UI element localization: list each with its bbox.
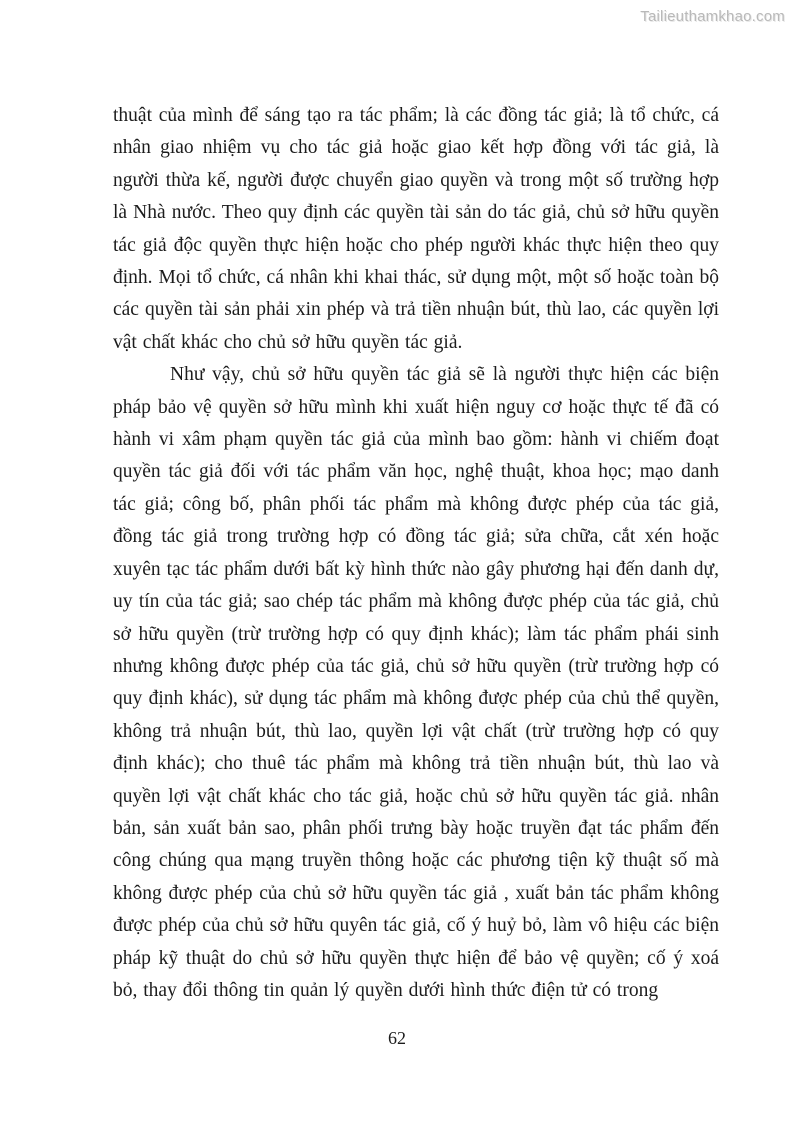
body-paragraph: thuật của mình để sáng tạo ra tác phẩm; là các đồng tác giả; là tổ chức, cá nhân giao nhiệm vụ cho tác giả hoặc giao kết hợp đồng với tác giả, là người thừa kế, người được chuyển giao quyền và trong một số trường hợp là Nhà nước. Theo quy định các quyền tài sản do tác giả, chủ sở hữu quyền tác giả độc quyền thực hiện hoặc cho phép người khác thực hiện theo quy định. Mọi tổ chức, cá nhân khi khai thác, sử dụng một, một số hoặc toàn bộ các quyền tài sản phải xin phép và trả tiền nhuận bút, thù lao, các quyền lợi vật chất khác cho chủ sở hữu quyền tác giả. [113,105,719,353]
body-paragraph: Như vậy, chủ sở hữu quyền tác giả sẽ là người thực hiện các biện pháp bảo vệ quyền sở hữu mình khi xuất hiện nguy cơ hoặc thực tế đã có hành vi xâm phạm quyền tác giả của mình bao gồm: hành vi chiếm đoạt quyền tác giả đối với tác phẩm văn học, nghệ thuật, khoa học; mạo danh tác giả; công bố, phân phối tác phẩm mà không được phép của tác giả, đồng tác giả trong trường hợp có đồng tác giả; sửa chữa, cắt xén hoặc xuyên tạc tác phẩm dưới bất kỳ hình thức nào gây phương hại đến danh dự, uy tín của tác giả; sao chép tác phẩm mà không được phép của tác giả, chủ sở hữu quyền (trừ trường hợp có quy định khác); làm tác phẩm phái sinh nhưng không được phép của tác giả, chủ sở hữu quyền (trừ trường hợp có quy định khác), sử dụng tác phẩm mà không được phép của chủ thể quyền, không trả nhuận bút, thù lao, quyền lợi vật chất (trừ trường hợp có quy định khác); cho thuê tác phẩm mà không trả tiền nhuận bút, thù lao và quyền lợi vật chất khác cho tác giả, hoặc chủ sở hữu quyền tác giả. nhân bản, sản xuất bản sao, phân phối trưng bày hoặc truyền đạt tác phẩm đến công chúng qua mạng truyền thông hoặc các phương tiện kỹ thuật số mà không được phép của chủ sở hữu quyền tác giả , xuất bản tác phẩm không được phép của chủ sở hữu quyên tác giả, cố ý huỷ bỏ, làm vô hiệu các biện pháp kỹ thuật do chủ sở hữu quyền thực hiện để bảo vệ quyền; cố ý xoá bỏ, thay đổi thông tin quản lý quyền dưới hình thức điện tử có trong [113,364,719,1001]
watermark: Tailieuthamkhao.com [640,8,785,25]
page-body [113,100,719,1007]
page-number: 62 [388,1028,406,1048]
